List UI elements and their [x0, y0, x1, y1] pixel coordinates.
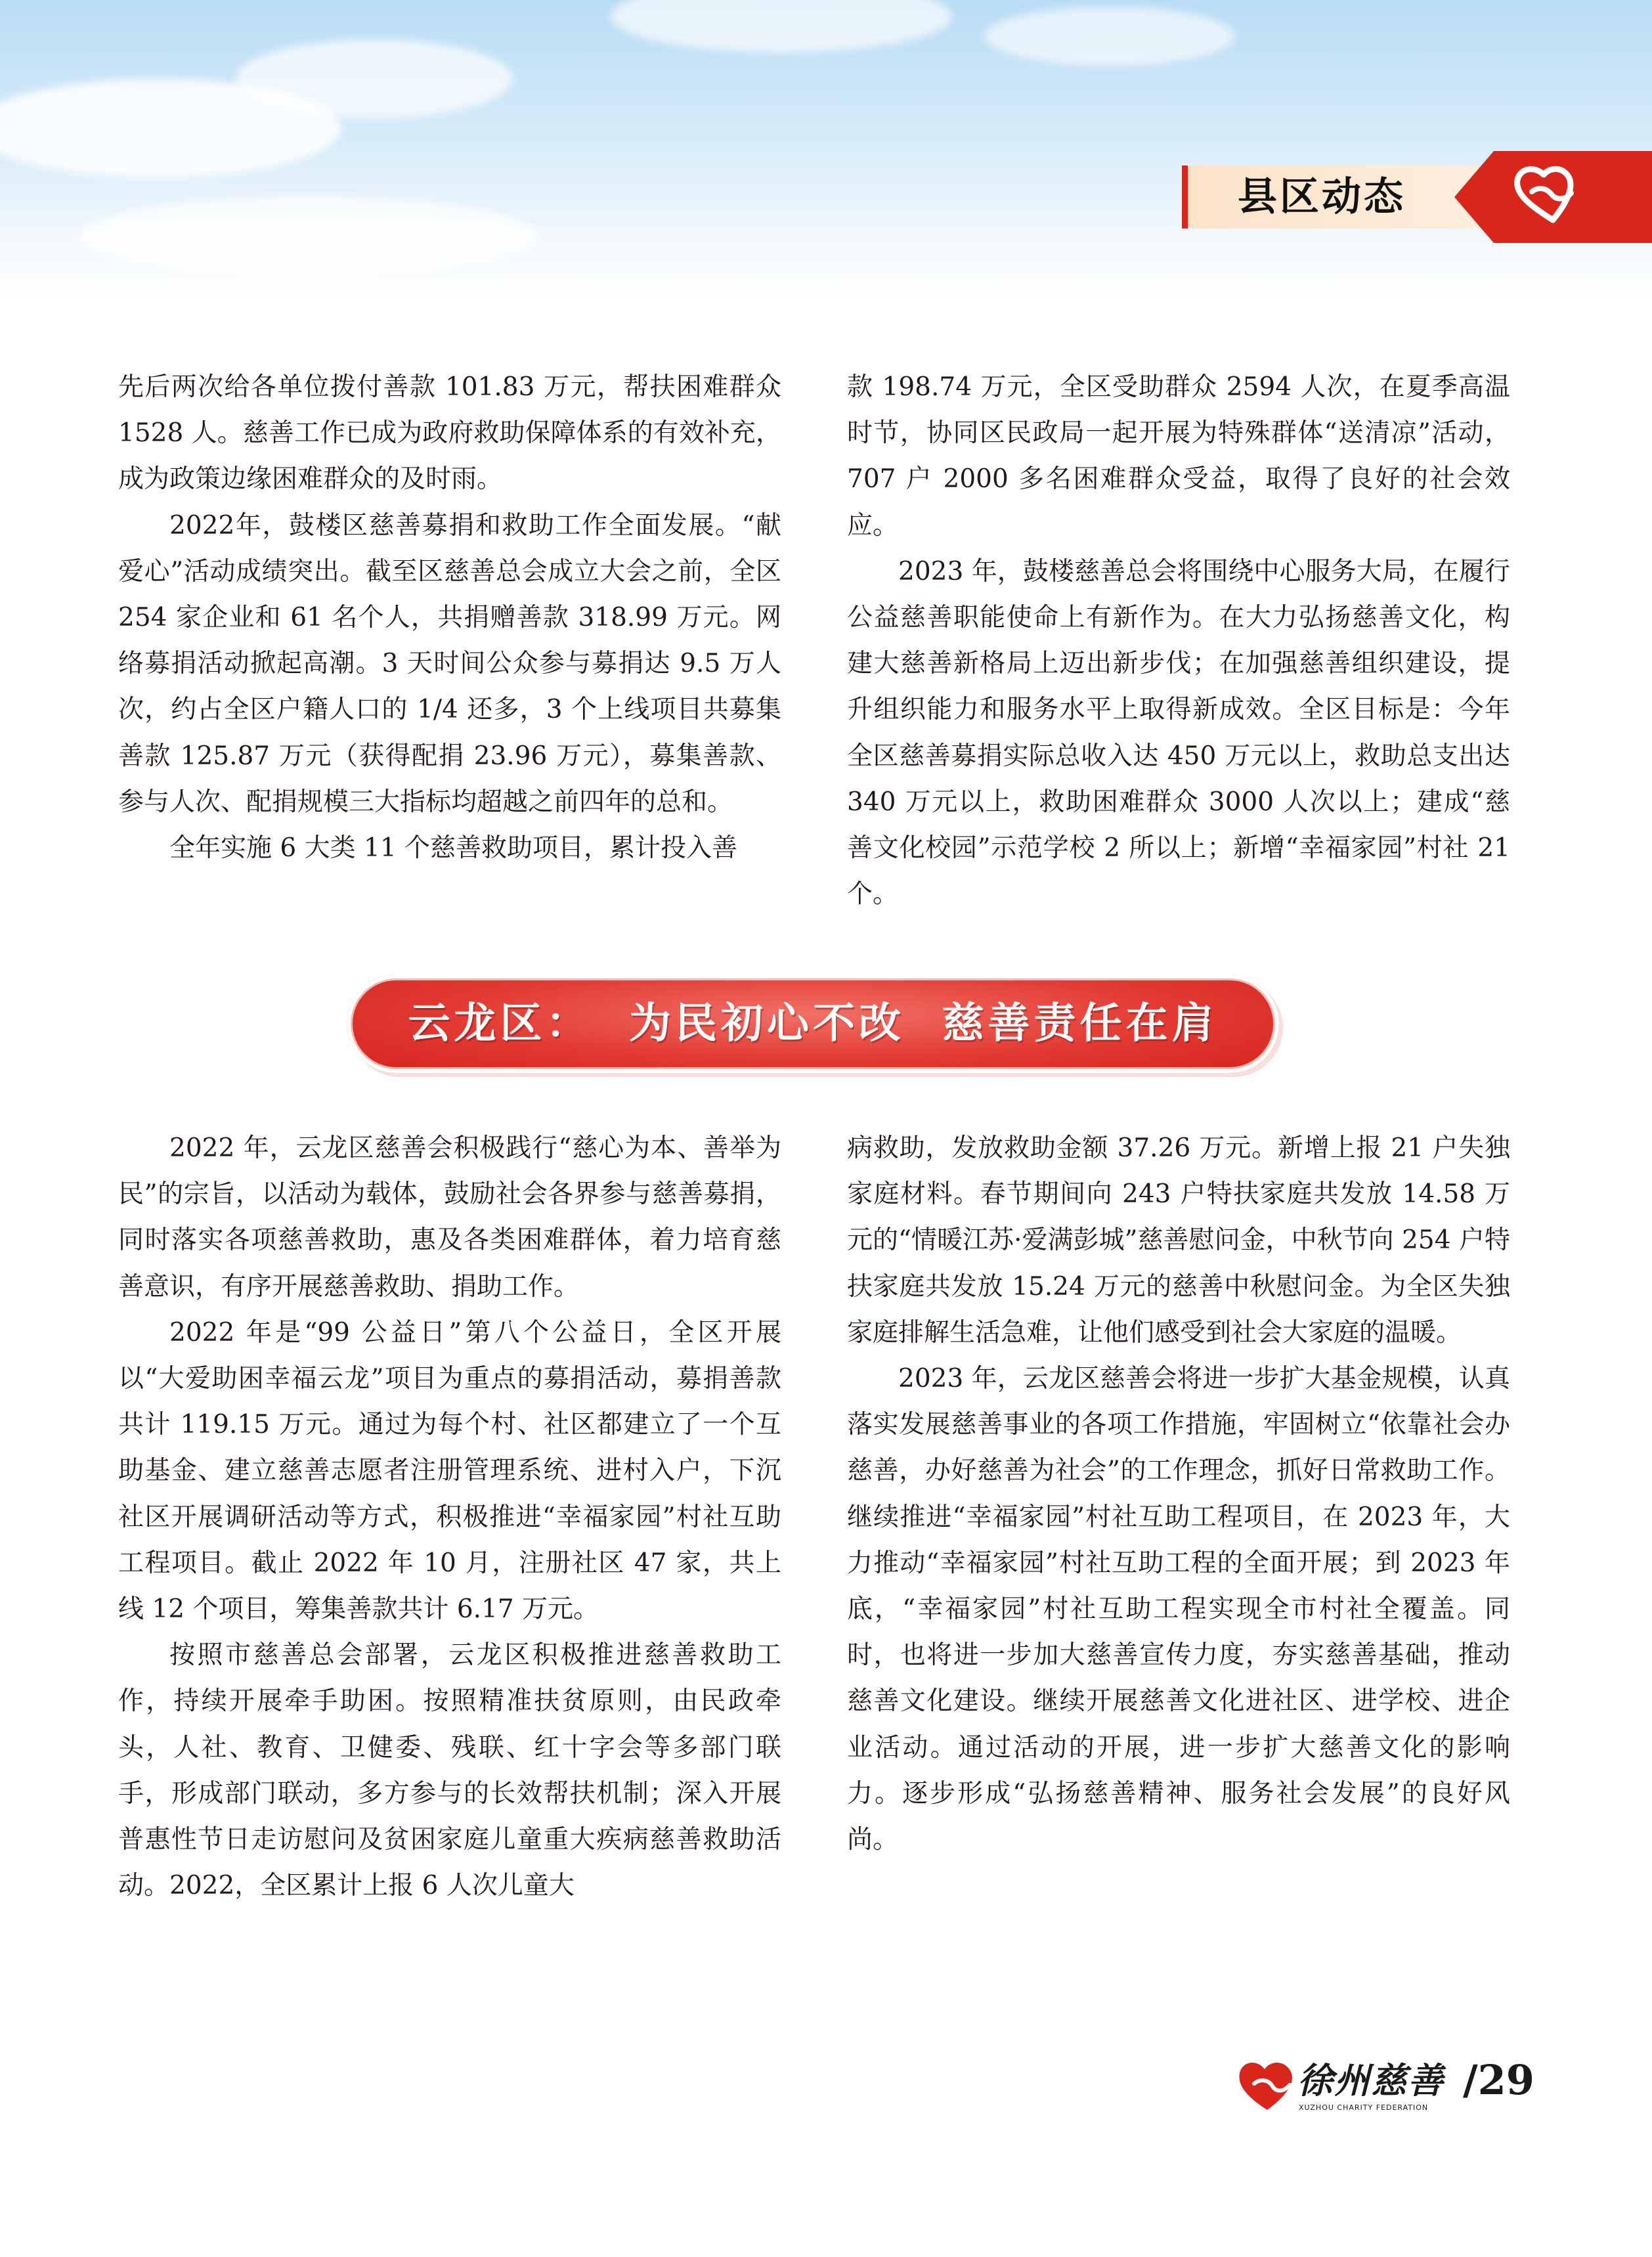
article-gulou-column-2 [847, 364, 1510, 917]
footer-logo-text: 徐州慈善 [1297, 2060, 1445, 2101]
paragraph: 全年实施 6 大类 11 个慈善救助项目，累计投入善 [169, 833, 738, 864]
paragraph: 病救助，发放救助金额 37.26 万元。新增上报 21 户失独家庭材料。春节期间向 243 户特扶家庭共发放 14.58 万元的“情暖江苏·爱满彭城”慈善慰问金，中秋节向 254 户特扶家庭共发放 15.24 万元的慈善中秋慰问金。为全区失独家庭排解生活急难，让他们感受到社会大家庭的温暖。 [847, 1133, 1510, 1348]
cloud [985, 7, 1234, 66]
paragraph: 按照市慈善总会部署，云龙区积极推进慈善救助工作，持续开展牵手助困。按照精准扶贫原则，由民政牵头，人社、教育、卫健委、残联、红十字会等多部门联手，形成部门联动，多方参与的长效帮扶机制；深入开展普惠性节日走访慰问及贫困家庭儿童重大疾病慈善救助活动。2022，全区累计上报 6 人次儿童大 [118, 1640, 781, 1901]
paragraph: 2023 年，鼓楼慈善总会将围绕中心服务大局，在履行公益慈善职能使命上有新作为。在大力弘扬慈善文化，构建大慈善新格局上迈出新步伐；在加强慈善组织建设，提升组织能力和服务水平上取得新成效。全区目标是：今年全区慈善募捐实际总收入达 450 万元以上，救助总支出达 340 万元以上，救助困难群众 3000 人次以上；建成“慈善文化校园”示范学校 2 所以上；新增“幸福家园”村社 21 个。 [847, 556, 1510, 909]
paragraph: 2023 年，云龙区慈善会将进一步扩大基金规模，认真落实发展慈善事业的各项工作措施，牢固树立“依靠社会办慈善，办好慈善为社会”的工作理念，抓好日常救助工作。继续推进“幸福家园”村社互助工程项目，在 2023 年，大力推动“幸福家园”村社互助工程的全面开展；到 2023 年底，“幸福家园”村社互助工程实现全市村社全覆盖。同时，也将进一步加大慈善宣传力度，夯实慈善基础，推动慈善文化建设。继续开展慈善文化进社区、进学校、进企业活动。通过活动的开展，进一步扩大慈善文化的影响力。逐步形成“弘扬慈善精神、服务社会发展”的良好风尚。 [847, 1364, 1510, 1855]
paragraph: 先后两次给各单位拨付善款 101.83 万元，帮扶困难群众 1528 人。慈善工作已成为政府救助保障体系的有效补充，成为政策边缘困难群众的及时雨。 [118, 372, 781, 494]
paragraph: 款 198.74 万元，全区受助群众 2594 人次，在夏季高温时节，协同区民政局一起开展为特殊群体“送清凉”活动，707 户 2000 多名困难群众受益，取得了良好的社会效应。 [847, 372, 1510, 540]
article-yunlong-column-1 [118, 1126, 781, 1909]
banner-title: 云龙区： 为民初心不改 慈善责任在肩 [408, 999, 1218, 1048]
page-number: /29 [1463, 2056, 1534, 2104]
paragraph: 2022年，鼓楼区慈善募捐和救助工作全面发展。“献爱心”活动成绩突出。截至区慈善总会成立大会之前，全区 254 家企业和 61 名个人，共捐赠善款 318.99 万元。网络募捐活动掀起高潮。3 天时间公众参与募捐达 9.5 万人次，约占全区户籍人口的 1/4 还多，3 个上线项目共募集善款 125.87 万元（获得配捐 23.96 万元），募集善款、 参与人次、配捐规模三大指标均超越之前四年的总和。 [118, 510, 781, 817]
article-gulou-column-1 [118, 364, 781, 871]
paragraph: 2022 年，云龙区慈善会积极践行“慈心为本、善举为民”的宗旨，以活动为载体，鼓励社会各界参与慈善募捐，同时落实各项慈善救助，惠及各类困难群体，着力培育慈善意识，有序开展慈善救助、捐助工作。 [118, 1133, 781, 1302]
sky-background [0, 0, 1652, 302]
cloud [611, 0, 952, 53]
heart-hands-logo-icon [1454, 151, 1652, 243]
cloud [236, 39, 512, 118]
paragraph: 2022 年是“99 公益日”第八个公益日，全区开展以“大爱助困幸福云龙”项目为重点的募捐活动，募捐善款共计 119.15 万元。通过为每个村、社区都建立了一个互助基金、建立慈善志愿者注册管理系统、进村入户，下沉社区开展调研活动等方式，积极推进“幸福家园”村社互助工程项目。截止 2022 年 10 月，注册社区 47 家，共上线 12 个项目，筹集善款共计 6.17 万元。 [118, 1317, 781, 1625]
footer-logo-subtext: XUZHOU CHARITY FEDERATION [1299, 2103, 1429, 2112]
section-title: 县区动态 [1238, 174, 1406, 220]
article-yunlong-column-2 [847, 1126, 1510, 1863]
heart-logo-icon [1234, 2052, 1484, 2118]
cloud [79, 197, 538, 276]
